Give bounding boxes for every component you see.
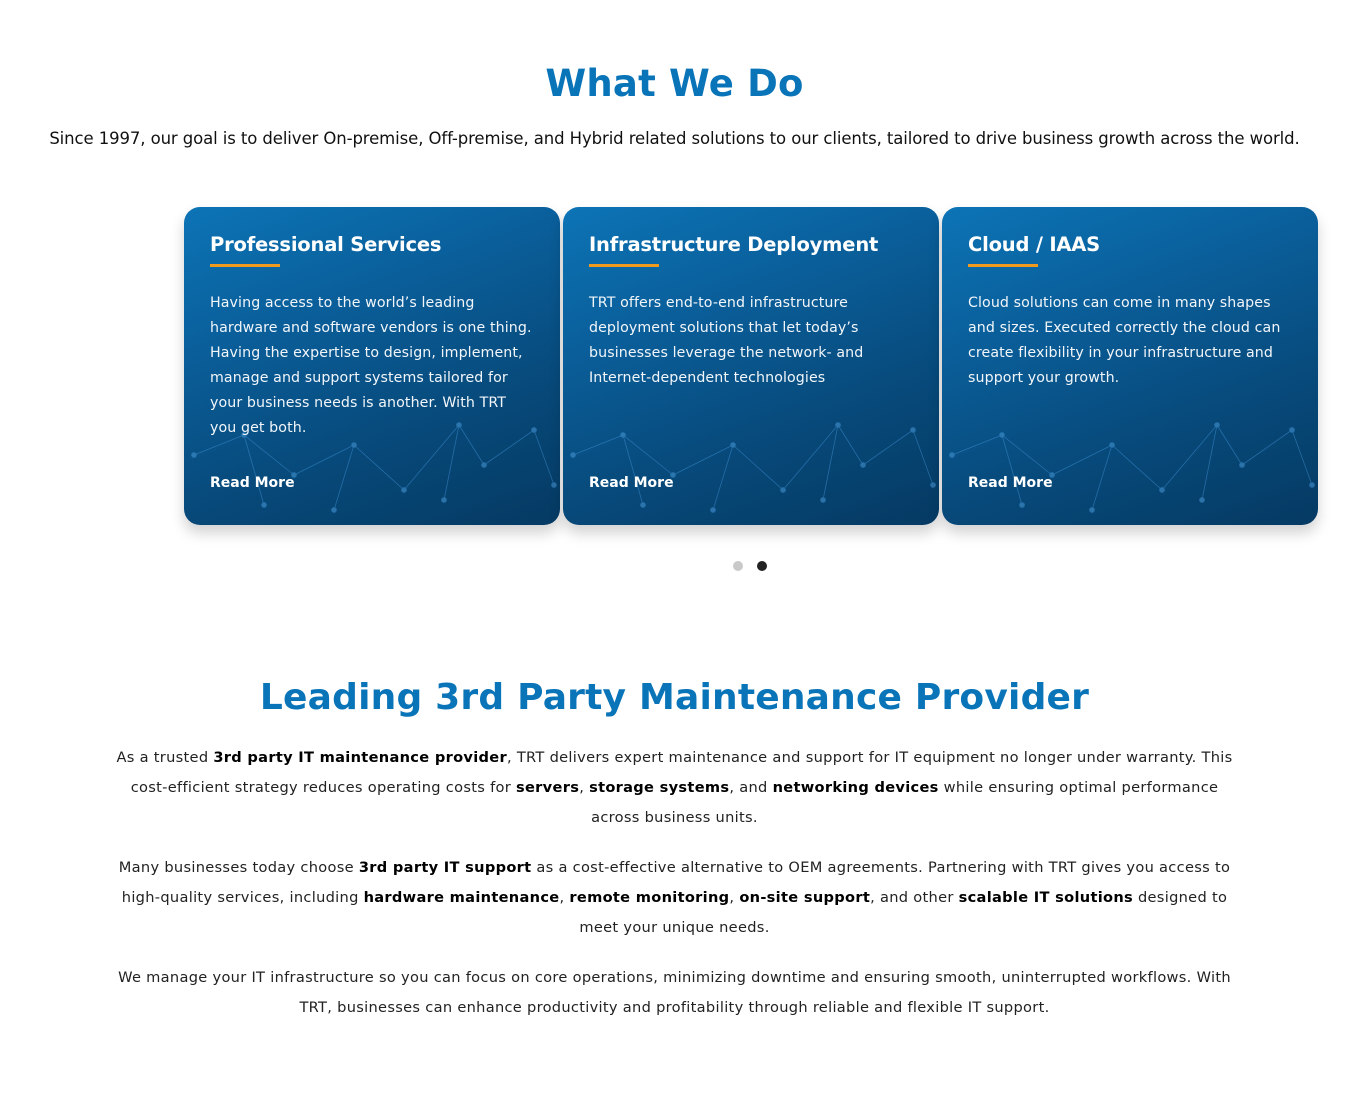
highlight-text: 3rd party IT support [358,859,532,876]
highlight-text: remote monitoring [569,889,730,906]
leading-provider-body [105,743,1244,1043]
card-description: Cloud solutions can come in many shapes and sizes. Executed correctly the cloud can create flexibility in your infrastructure and support your growth. [968,295,1281,386]
paragraph-text: As a trusted [116,749,214,766]
card-professional-services [184,207,560,525]
paragraph-text: , and other [870,889,959,906]
leading-paragraph-2 [105,853,1244,943]
paragraph-text: while ensuring optimal performance across business units. [591,779,1219,826]
highlight-text: scalable IT solutions [958,889,1134,906]
card-title-underline [968,264,1038,267]
read-more-link[interactable]: Read More [589,475,674,491]
paragraph-text: as a cost-effective alternative to OEM agreements. Partnering with TRT gives you access to high-quality services, including [121,859,1231,906]
services-carousel[interactable] [184,207,1318,529]
paragraph-text: Many businesses today choose [118,859,359,876]
paragraph-text: , and [729,779,773,796]
card-infrastructure-deployment [563,207,939,525]
leading-provider-title: Leading 3rd Party Maintenance Provider [259,677,1090,718]
network-pattern-icon [942,415,1318,525]
carousel-pagination [733,561,767,571]
paragraph-text: , [729,889,740,906]
card-title: Cloud / IAAS [968,233,1101,256]
read-more-link[interactable]: Read More [968,475,1053,491]
card-cloud-iaas [942,207,1318,525]
highlight-text: networking devices [772,779,939,796]
carousel-dot-2[interactable] [757,561,767,571]
card-description: TRT offers end-to-end infrastructure deployment solutions that let today’s businesses leverage the network- and Internet-dependent technologies [589,295,864,386]
carousel-dot-1[interactable] [733,561,743,571]
card-description: Having access to the world’s leading hardware and software vendors is one thing. Having the expertise to design, implement, manage and support systems tailored for your business needs is another. With TRT you get both. [210,295,532,436]
highlight-text: servers [516,779,580,796]
highlight-text: hardware maintenance [363,889,560,906]
what-we-do-subtitle: Since 1997, our goal is to deliver On-premise, Off-premise, and Hybrid related solutions to our clients, tailored to drive business growth across the world. [49,129,1300,148]
card-title-underline [589,264,659,267]
highlight-text: storage systems [589,779,730,796]
paragraph-text: designed to meet your unique needs. [579,889,1228,936]
read-more-link[interactable]: Read More [210,475,295,491]
highlight-text: on-site support [739,889,871,906]
card-title: Infrastructure Deployment [589,233,879,256]
leading-paragraph-3: We manage your IT infrastructure so you can focus on core operations, minimizing downtime and ensuring smooth, uninterrupted workflows. With TRT, businesses can enhance productivity and profitability through reliable and flexible IT support. [118,969,1231,1016]
paragraph-text: , [579,779,590,796]
paragraph-text: , [559,889,570,906]
card-title-underline [210,264,280,267]
paragraph-text: , TRT delivers expert maintenance and support for IT equipment no longer under warranty. This cost-efficient strategy reduces operating costs for [130,749,1233,796]
network-pattern-icon [563,415,939,525]
what-we-do-title: What We Do [545,62,804,105]
leading-paragraph-1 [105,743,1244,833]
highlight-text: 3rd party IT maintenance provider [213,749,507,766]
card-title: Professional Services [210,233,442,256]
